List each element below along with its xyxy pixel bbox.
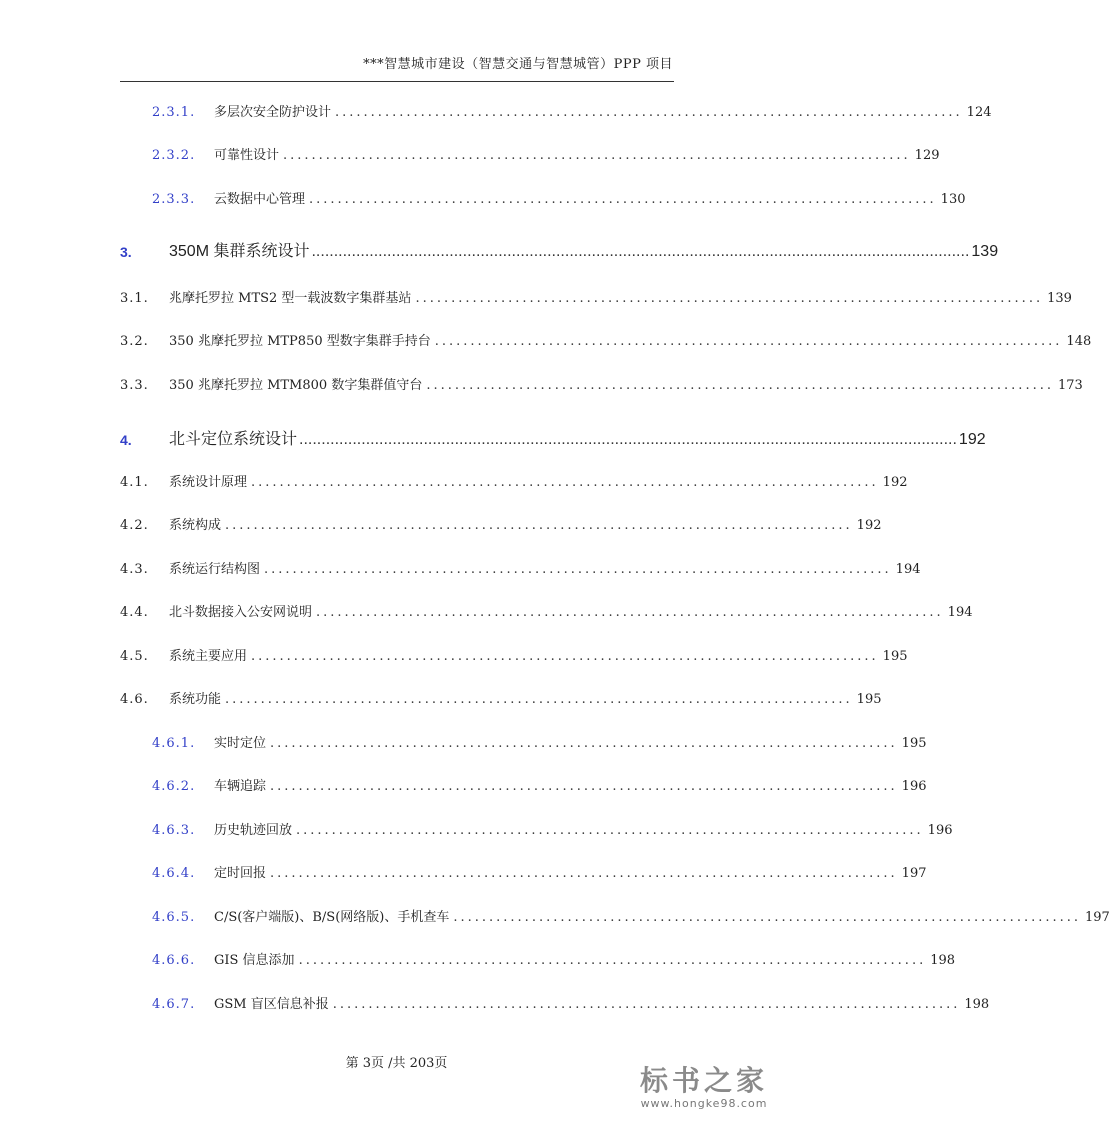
toc-entry-page: 197 <box>1085 910 1110 925</box>
dot-leader: ........................................................................................ <box>225 692 853 707</box>
dot-leader: .................................................................................................................................................... <box>311 243 970 260</box>
toc-entry-number: 2.3.2. <box>152 148 196 163</box>
dot-leader: ........................................................................................ <box>434 334 1063 349</box>
toc-entry-4-6-1[interactable] <box>120 732 927 754</box>
toc-entry-title: 350M 集群系统设计 <box>169 243 310 260</box>
toc-entry-page: 173 <box>1057 378 1083 393</box>
toc-entry-title: 系统主要应用 <box>169 649 248 664</box>
toc-entry-number: 4.6.7. <box>152 997 196 1012</box>
toc-entry-page: 198 <box>964 997 990 1012</box>
toc-entry-page: 192 <box>958 431 986 448</box>
dot-leader: ........................................................................................ <box>415 291 1044 306</box>
toc-entry-4-6-7[interactable] <box>120 993 990 1015</box>
toc-entry-3-2[interactable] <box>120 330 1092 352</box>
toc-entry-number: 4.6.5. <box>152 910 196 925</box>
toc-entry-number: 4.1. <box>120 475 149 490</box>
toc-entry-number: 4.6. <box>120 692 149 707</box>
toc-entry-page: 196 <box>927 823 953 838</box>
toc-entry-title: 系统运行结构图 <box>169 562 261 577</box>
toc-entry-4-6-6[interactable] <box>120 949 956 971</box>
toc-entry-number: 3. <box>120 244 132 260</box>
toc-entry-page: 197 <box>901 866 927 881</box>
site-watermark <box>629 1065 779 1110</box>
toc-entry-page: 195 <box>856 692 882 707</box>
toc-entry-title: 系统设计原理 <box>169 475 248 490</box>
toc-entry-title: 实时定位 <box>214 736 267 751</box>
dot-leader: ........................................................................................ <box>332 997 961 1012</box>
toc-entry-title: 北斗定位系统设计 <box>169 431 298 448</box>
toc-entry-4-5[interactable] <box>120 645 908 667</box>
toc-entry-page: 194 <box>895 562 921 577</box>
toc-entry-page: 195 <box>901 736 927 751</box>
toc-entry-page: 124 <box>966 105 992 120</box>
toc-entry-2-3-2[interactable] <box>120 144 940 166</box>
toc-entry-title: 系统功能 <box>169 692 222 707</box>
toc-entry-3-1[interactable] <box>120 287 1072 309</box>
toc-entry-page: 192 <box>882 475 908 490</box>
toc-entry-number: 3.2. <box>120 334 149 349</box>
toc-entry-4-6-3[interactable] <box>120 819 953 841</box>
toc-entry-number: 3.1. <box>120 291 149 306</box>
toc-entry-number: 4.6.2. <box>152 779 196 794</box>
toc-entry-page: 196 <box>901 779 927 794</box>
dot-leader: ........................................................................................ <box>283 148 911 163</box>
dot-leader: ........................................................................................ <box>264 562 892 577</box>
dot-leader: ........................................................................................ <box>225 518 853 533</box>
toc-entry-title: 云数据中心管理 <box>214 192 306 207</box>
dot-leader: ........................................................................................ <box>251 475 879 490</box>
toc-entry-title: 系统构成 <box>169 518 222 533</box>
toc-entry-4-6-2[interactable] <box>120 775 927 797</box>
toc-entry-number: 4.6.3. <box>152 823 196 838</box>
toc-entry-number: 4.2. <box>120 518 149 533</box>
toc-entry-number: 4.5. <box>120 649 149 664</box>
dot-leader: ........................................................................................ <box>298 953 927 968</box>
toc-entry-number: 4.6.1. <box>152 736 196 751</box>
toc-entry-4-3[interactable] <box>120 558 921 580</box>
dot-leader: ........................................................................................ <box>453 910 1082 925</box>
toc-entry-2-3-1[interactable] <box>120 101 992 123</box>
toc-entry-4-2[interactable] <box>120 514 882 536</box>
running-header: ***智慧城市建设（智慧交通与智慧城管）PPP 项目 <box>363 57 673 72</box>
toc-entry-4-6-4[interactable] <box>120 862 927 884</box>
toc-entry-page: 194 <box>947 605 973 620</box>
toc-entry-title: 350 兆摩托罗拉 MTM800 数字集群值守台 <box>169 378 423 393</box>
toc-entry-title: 可靠性设计 <box>214 148 280 163</box>
toc-entry-number: 4.6.4. <box>152 866 196 881</box>
toc-entry-page: 198 <box>930 953 956 968</box>
toc-entry-page: 129 <box>914 148 940 163</box>
toc-entry-number: 2.3.1. <box>152 105 196 120</box>
toc-entry-page: 192 <box>856 518 882 533</box>
toc-entry-page: 195 <box>882 649 908 664</box>
toc-entry-3-3[interactable] <box>120 374 1083 396</box>
dot-leader: ........................................................................................ <box>251 649 879 664</box>
toc-entry-4-6[interactable] <box>120 688 882 710</box>
toc-entry-title: 定时回报 <box>214 866 267 881</box>
dot-leader: ........................................................................................ <box>270 866 898 881</box>
toc-entry-title: GSM 盲区信息补报 <box>214 997 329 1012</box>
dot-leader: ........................................................................................ <box>296 823 924 838</box>
dot-leader: ........................................................................................ <box>270 736 898 751</box>
toc-entry-title: C/S(客户端版)、B/S(网络版)、手机查车 <box>214 910 450 925</box>
toc-entry-page: 130 <box>940 192 966 207</box>
toc-entry-4-6-5[interactable] <box>120 906 1110 928</box>
watermark-url: www.hongke98.com <box>640 1097 768 1110</box>
dot-leader: ........................................................................................ <box>309 192 937 207</box>
toc-entry-page: 148 <box>1066 334 1092 349</box>
dot-leader: ........................................................................................ <box>335 105 963 120</box>
dot-leader: .................................................................................................................................................... <box>299 431 957 448</box>
page-footer: 第 3页 /共 203页 <box>345 1056 448 1071</box>
toc-entry-title: 车辆追踪 <box>214 779 267 794</box>
dot-leader: ........................................................................................ <box>426 378 1054 393</box>
toc-entry-4-1[interactable] <box>120 471 908 493</box>
toc-entry-page: 139 <box>1047 291 1072 306</box>
toc-entry-number: 4.3. <box>120 562 149 577</box>
toc-entry-title: 历史轨迹回放 <box>214 823 293 838</box>
watermark-logo-text: 标书之家 <box>639 1064 768 1097</box>
toc-entry-title: 北斗数据接入公安网说明 <box>169 605 313 620</box>
toc-entry-3[interactable] <box>120 234 999 262</box>
toc-entry-title: GIS 信息添加 <box>214 953 295 968</box>
toc-entry-number: 2.3.3. <box>152 192 196 207</box>
toc-entry-title: 350 兆摩托罗拉 MTP850 型数字集群手持台 <box>169 334 431 349</box>
toc-entry-number: 4.4. <box>120 605 149 620</box>
toc-entry-2-3-3[interactable] <box>120 188 966 210</box>
dot-leader: ........................................................................................ <box>316 605 944 620</box>
toc-entry-title: 多层次安全防护设计 <box>214 105 332 120</box>
toc-entry-page: 139 <box>971 243 999 260</box>
toc-entry-4-4[interactable] <box>120 601 973 623</box>
toc-entry-number: 3.3. <box>120 378 149 393</box>
toc-entry-title: 兆摩托罗拉 MTS2 型一载波数字集群基站 <box>169 291 412 306</box>
dot-leader: ........................................................................................ <box>270 779 898 794</box>
toc-entry-4[interactable] <box>120 422 986 450</box>
toc-entry-number: 4. <box>120 432 132 448</box>
toc-entry-number: 4.6.6. <box>152 953 196 968</box>
